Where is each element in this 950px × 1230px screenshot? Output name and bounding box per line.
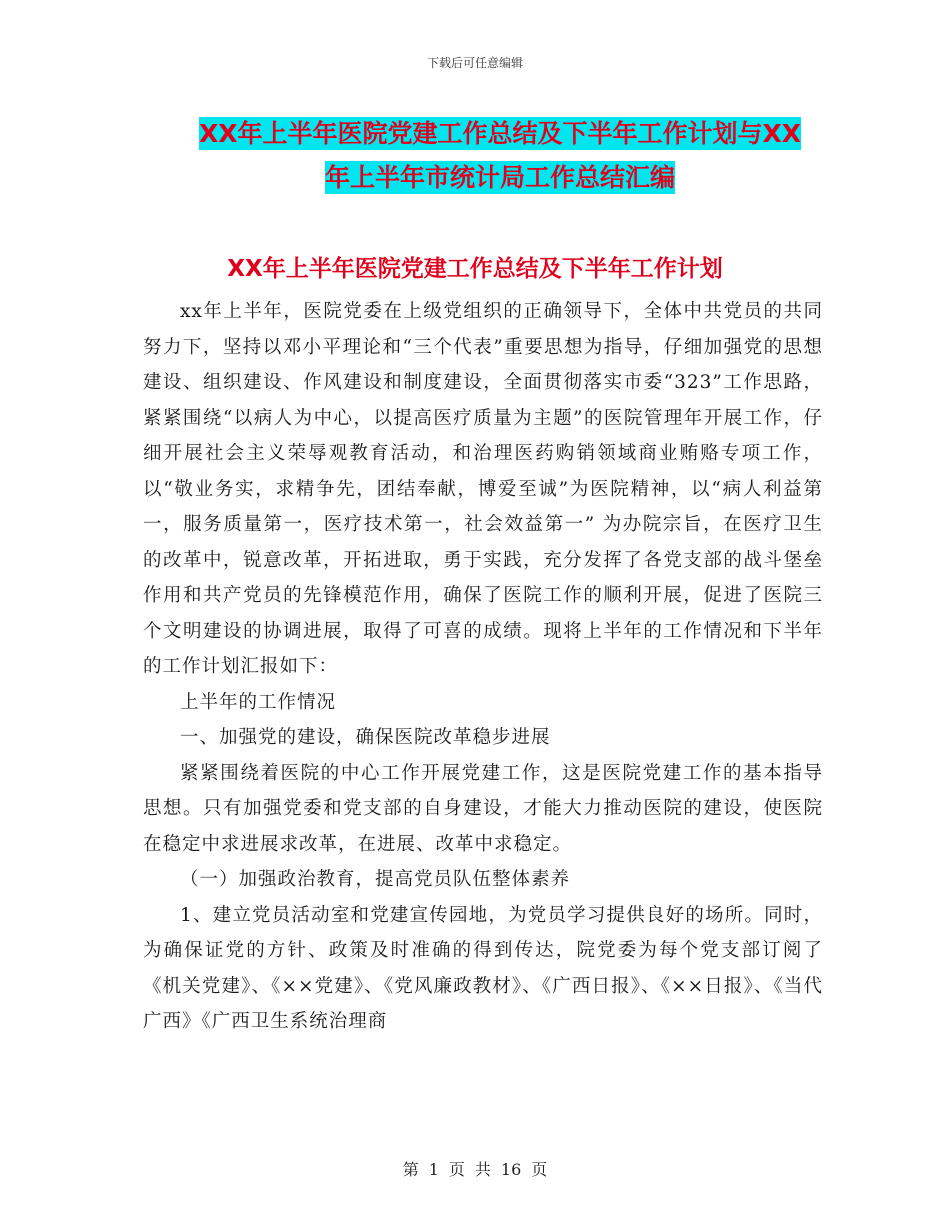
paragraph-section-one: 一、加强党的建设，确保医院改革稳步进展 <box>180 727 551 748</box>
footer-page-mid: 页 <box>448 1160 465 1179</box>
document-body <box>143 294 823 1040</box>
paragraph-item-one: 1、建立党员活动室和党建宣传园地，为党员学习提供良好的场所。同时，为确保证党的方针、政策及时准确的得到传达，院党委为每个党支部订阅了《机关党建》、《××党建》、《党风廉政教材》、《广西日报》、《××日报》、《当代广西》《广西卫生系统治理商 <box>143 904 823 1032</box>
footer-total-pages: 16 <box>500 1160 522 1179</box>
document-title <box>140 112 860 200</box>
title-line-1: XX年上半年医院党建工作总结及下半年工作计划与XX <box>198 119 802 148</box>
footer-page-number: 1 <box>428 1160 439 1179</box>
footer-page-end: 页 <box>531 1160 548 1179</box>
paragraph-intro: xx年上半年，医院党委在上级党组织的正确领导下，全体中共党员的共同努力下，坚持以邓小平理论和“三个代表”重要思想为指导，仔细加强党的思想建设、组织建设、作风建设和制度建设，全面贯彻落实市委“323”工作思路，紧紧围绕“以病人为中心，以提高医疗质量为主题”的医院管理年开展工作，仔细开展社会主义荣辱观教育活动，和治理医药购销领域商业贿赂专项工作，以“敬业务实，求精争先，团结奉献，博爱至诚”为医院精神，以“病人利益第一，服务质量第一，医疗技术第一，社会效益第一” 为办院宗旨，在医疗卫生的改革中，锐意改革，开拓进取，勇于实践，充分发挥了各党支部的战斗堡垒作用和共产党员的先锋模范作用，确保了医院工作的顺利开展，促进了医院三个文明建设的协调进展，取得了可喜的成绩。现将上半年的工作情况和下半年的工作计划汇报如下： <box>143 301 823 677</box>
section-title: XX年上半年医院党建工作总结及下半年工作计划 <box>227 256 723 282</box>
title-line-2: 年上半年市统计局工作总结汇编 <box>324 163 675 192</box>
page-footer <box>0 1157 950 1180</box>
paragraph-heading: 上半年的工作情况 <box>180 691 337 713</box>
paragraph-guidance: 紧紧围绕着医院的中心工作开展党建工作，这是医院党建工作的基本指导思想。只有加强党委和党支部的自身建设，才能大力推动医院的建设，使医院在稳定中求进展求改革，在进展、改革中求稳定。 <box>143 762 823 855</box>
footer-page-label: 第 <box>402 1160 419 1179</box>
footer-total-label: 共 <box>474 1160 491 1179</box>
header-note: 下载后可任意编辑 <box>426 56 523 70</box>
paragraph-subsection: （一）加强政治教育，提高党员队伍整体素养 <box>180 869 571 890</box>
